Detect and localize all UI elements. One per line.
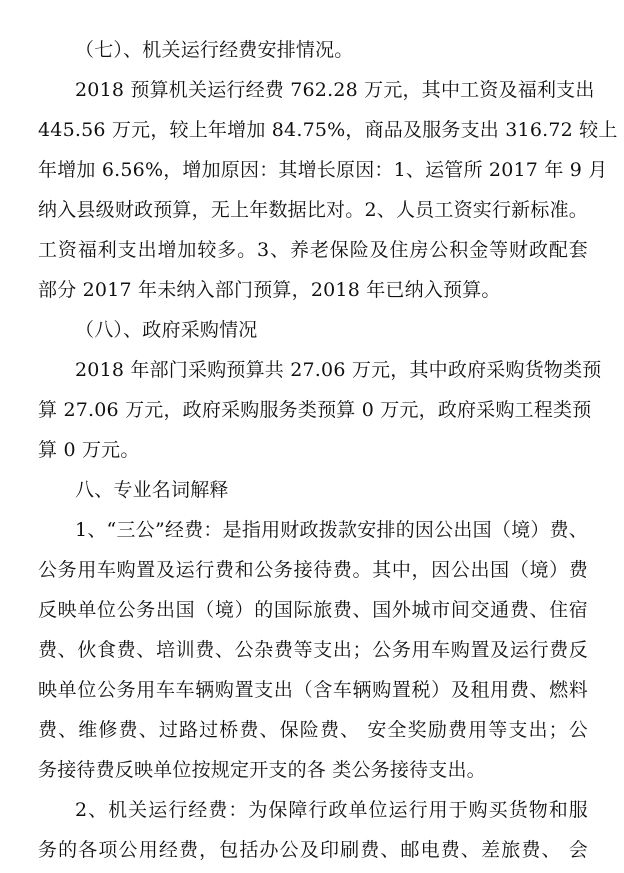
glossary-heading: 八、专业名词解释 xyxy=(75,479,229,501)
section-7-line-4: 纳入县级财政预算，无上年数据比对。2、人员工资实行新标准。 xyxy=(38,199,588,221)
term-1-line-4: 费、伙食费、培训费、公杂费等支出；公务用车购置及运行费反 xyxy=(38,639,588,661)
section-8-line-1: 2018 年部门采购预算共 27.06 万元，其中政府采购货物类预 xyxy=(75,359,602,381)
term-2-line-2: 务的各项公用经费，包括办公及印刷费、邮电费、差旅费、 会 xyxy=(38,839,588,861)
term-1-line-2: 公务用车购置及运行费和公务接待费。其中，因公出国（境）费 xyxy=(38,559,588,581)
section-7-line-3: 年增加 6.56%，增加原因：其增长原因：1、运管所 2017 年 9 月 xyxy=(38,159,608,181)
term-1-line-3: 反映单位公务出国（境）的国际旅费、国外城市间交通费、住宿 xyxy=(38,599,588,621)
term-1-line-5: 映单位公务用车车辆购置支出（含车辆购置税）及租用费、燃料 xyxy=(38,679,588,701)
section-8-heading: （八）、政府采购情况 xyxy=(75,319,258,341)
section-7-line-5: 工资福利支出增加较多。3、养老保险及住房公积金等财政配套 xyxy=(38,239,588,261)
section-7-line-2: 445.56 万元，较上年增加 84.75%，商品及服务支出 316.72 较上 xyxy=(38,119,618,141)
term-1-line-7: 务接待费反映单位按规定开支的各 类公务接待支出。 xyxy=(38,759,486,781)
term-1-line-6: 费、维修费、过路过桥费、保险费、 安全奖励费用等支出；公 xyxy=(38,719,588,741)
section-7-heading: （七）、机关运行经费安排情况。 xyxy=(75,39,354,61)
section-8-line-2: 算 27.06 万元，政府采购服务类预算 0 万元，政府采购工程类预 xyxy=(38,399,592,421)
section-7-line-1: 2018 预算机关运行经费 762.28 万元，其中工资及福利支出 xyxy=(75,79,595,101)
term-1-line-1: 1、“三公”经费：是指用财政拨款安排的因公出国（境）费、 xyxy=(75,519,588,541)
section-7-line-6: 部分 2017 年未纳入部门预算，2018 年已纳入预算。 xyxy=(38,279,501,301)
term-2-line-1: 2、机关运行经费：为保障行政单位运行用于购买货物和服 xyxy=(75,799,588,821)
section-8-line-3: 算 0 万元。 xyxy=(38,439,140,461)
